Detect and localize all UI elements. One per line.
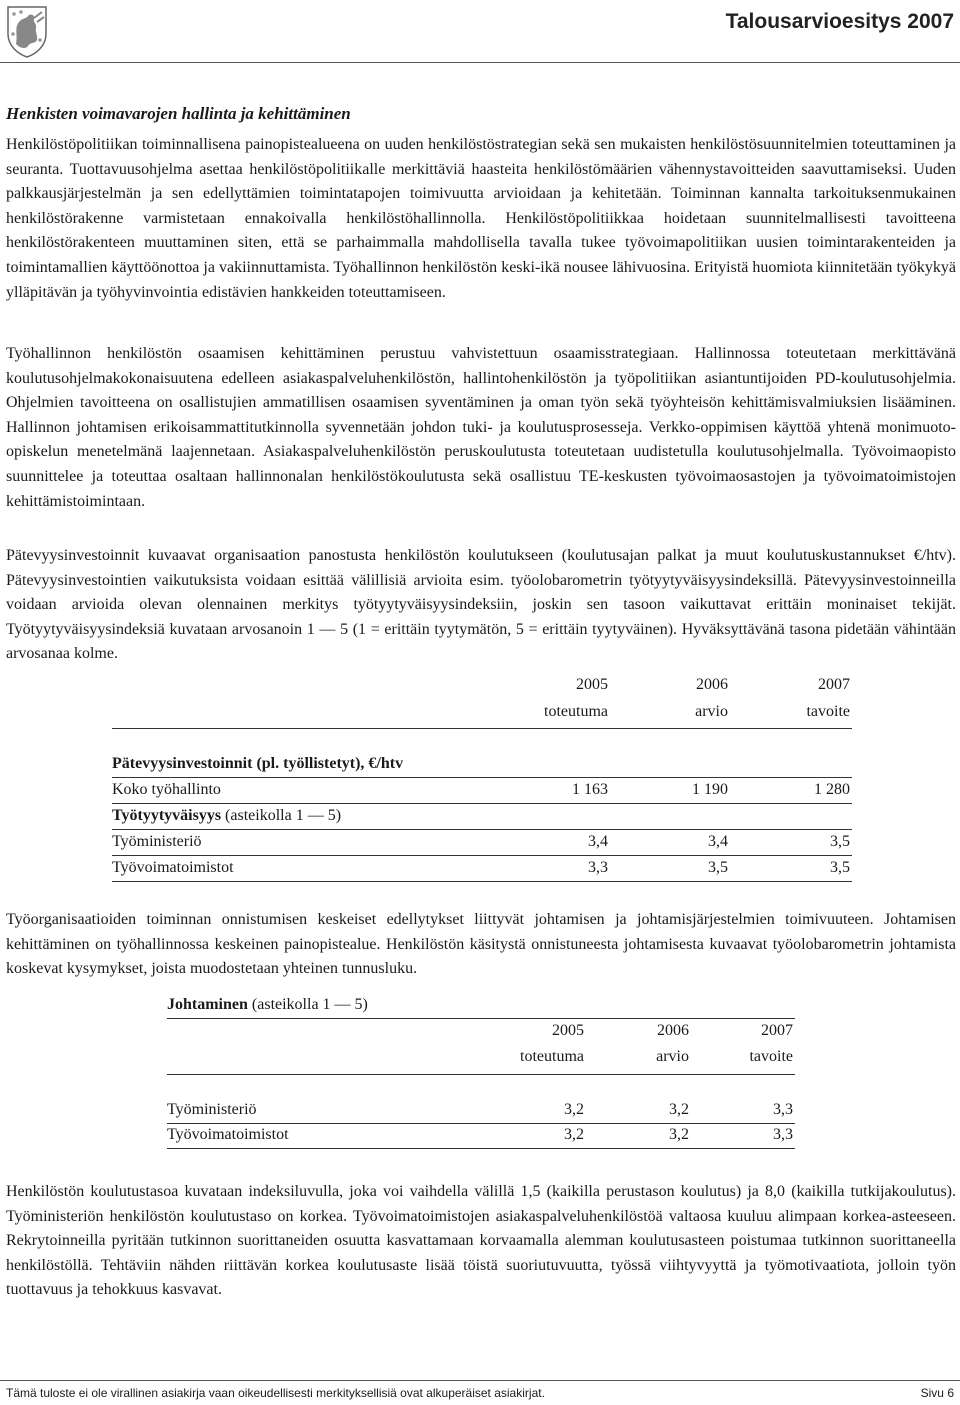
value-cell: 1 190 [692, 781, 728, 798]
value-cell: 3,3 [588, 859, 608, 876]
table-rule [112, 855, 852, 856]
table-title-bold: Johtaminen [167, 996, 248, 1013]
row-label: Työvoimatoimistot [167, 1126, 289, 1143]
group-title-job-satisfaction [112, 807, 341, 825]
value-cell: 1 163 [572, 781, 608, 798]
page-number: Sivu 6 [920, 1386, 954, 1400]
paragraph-competence-development: Työhallinnon henkilöstön osaamisen kehittäminen perustuu vahvistettuun osaamisstrategiaan. Hallinnossa toteutetaan merkittävänä koulutusohjelmakokonaisuutena edelleen asiakaspalveluhenkilöstön, hallintohenkilöstön ja työpolitiikan asiantuntijoiden PD-koulutusohjelmia. Ohjelmien tavoitteena on osallistujien ammatillisen osaamisen syventäminen ja oman työn sekä työyhteisön kehittämisvalmiuksien lisääminen. Hallinnon johtamisen erikoisammattitutkinnolla syvennetään johdon tuki- ja koulutusprosesseja. Verkko-oppimisen käyttöä yhtenä monimuoto-opiskelun menetelmänä laajennetaan. Asiakaspalveluhenkilöstön peruskoulutusta toteutetaan uudistetulla koulutusohjelmalla. Työvoimaopisto suunnittelee ja toteuttaa osaltaan hallinnonalan henkilöstökoulutusta sekä osallistuu TE-keskusten työvoimaosastojen ja työvoimatoimistojen kehittämistoimintaan. [6, 345, 956, 510]
table-rule [167, 1123, 795, 1124]
value-cell: 3,5 [708, 859, 728, 876]
section-heading: Henkisten voimavarojen hallinta ja kehittäminen [6, 104, 351, 123]
table-rule [167, 1018, 795, 1019]
year-cell: 2007 [818, 676, 850, 693]
paragraph-education-level: Henkilöstön koulutustasoa kuvataan indeksiluvulla, joka voi vaihdella välillä 1,5 (kaikilla perustason koulutus) ja 8,0 (kaikilla tutkijakoulutus). Työministeriön henkilöstön koulutustaso on korkea. Työvoimatoimistojen asiakaspalveluhenkilöstöä valtaosa kuuluu alimpaan korkea-asteeseen. Rekrytoinneilla pyritään tutkinnon suorittaneiden osuutta kasvattamaan korvaamalla alemman koulutusasteen poistumaa tutkinnon suorittaneella henkilöstöllä. Tehtäviin nähden riittävän korkea koulutusaste lisää töistä suoriutuvuutta, työssä viihtyvyyttä ja työmotivaatiota, jolloin työn tuottavuus ja tehokkuus kasvavat. [6, 1183, 956, 1299]
table-title-text [167, 996, 368, 1014]
value-cell: 3,3 [773, 1126, 793, 1143]
kind-cell: arvio [695, 703, 728, 720]
paragraph-hr-policy: Henkilöstöpolitiikan toiminnallisena painopistealueena on uuden henkilöstöstrategian sekä sen mukaisten henkilöstösuunnitelmien toteuttaminen ja seuranta. Tuottavuusohjelma asettaa henkilöstöpolitiikalle merkittäviä haasteita henkilöstömäärien vähennystavoitteiden saavuttamiseksi. Uuden palkkausjärjestelmän ja sen edellyttämien toimintatapojen toimivuutta arvioidaan ja kehitetään. Toiminnan kannalta tarkoituksenmukainen henkilöstörakenne varmistetaan ennakoivalla henkilöstöhallinnolla. Henkilöstöpolitiikkaa hoidetaan suunnitelmallisesti tavoitteena henkilöstörakenteen muuttaminen siten, että se parhaimmalla mahdollisella tavalla tukee työvoimapolitiikan uusien toimintarakenteiden ja toimintamallien käyttöönottoa ja vakiinnuttamista. Työhallinnon henkilöstön keski-ikä nousee lähivuosina. Erityistä huomiota kiinnitetään työkykyä ylläpitävän ja työhyvinvointia edistävien hankkeiden toteuttamiseen. [6, 136, 956, 301]
paragraph-competence-investments: Pätevyysinvestoinnit kuvaavat organisaation panostusta henkilöstön koulutukseen (koulutusajan palkat ja muut koulutuskustannukset €/htv). Pätevyysinvestointien vaikutuksista voidaan esittää välillisiä arvioita esim. työolobarometrin työtyytyväisyysindeksillä. Pätevyysinvestoinneilla voidaan arvioida olevan olennainen merkitys työtyytyväisyysindeksiin, joskin sen tasoon vaikuttavat erittäin moninaiset tekijät. Työtyytyväisyysindeksiä kuvataan arvosanoin 1 — 5 (1 = erittäin tyytymätön, 5 = erittäin tyytyväinen). Hyväksyttävänä tasona pidetään vähintään arvosanaa kolme. [6, 547, 956, 663]
table-header-years [167, 1022, 795, 1044]
year-cell: 2007 [761, 1022, 793, 1039]
value-cell: 3,5 [830, 833, 850, 850]
table-rule [167, 1074, 795, 1075]
value-cell: 3,2 [669, 1101, 689, 1118]
table-rule [112, 777, 852, 778]
table-group-title [112, 807, 852, 829]
year-cell: 2005 [576, 676, 608, 693]
table-header-kinds [167, 1048, 795, 1070]
year-cell: 2005 [552, 1022, 584, 1039]
footer-disclaimer: Tämä tuloste ei ole virallinen asiakirja vaan oikeudellisesti merkityksellisiä ovat alkuperäiset asiakirjat. [6, 1386, 545, 1400]
table-rule [112, 728, 852, 729]
table-row [112, 781, 852, 803]
table-leadership [167, 996, 795, 1151]
group-title-bold: Työtyytyväisyys [112, 807, 222, 824]
row-label: Työministeriö [167, 1101, 257, 1118]
table-row [112, 859, 852, 881]
table-rule [112, 881, 852, 882]
finnish-coat-of-arms-lion-icon [4, 4, 50, 58]
table-rule [112, 829, 852, 830]
table-header-years [112, 676, 852, 698]
table-rule [112, 803, 852, 804]
header-divider [0, 62, 960, 63]
table-rule [167, 1148, 795, 1149]
footer-divider [0, 1380, 960, 1381]
table-competence-satisfaction [112, 676, 852, 886]
kind-cell: toteutuma [520, 1048, 584, 1065]
value-cell: 1 280 [814, 781, 850, 798]
value-cell: 3,2 [564, 1101, 584, 1118]
kind-cell: tavoite [806, 703, 850, 720]
group-title-competence-investments: Pätevyysinvestoinnit (pl. työllistetyt), €/htv [112, 755, 404, 772]
kind-cell: tavoite [749, 1048, 793, 1065]
table-row [167, 1126, 795, 1148]
table-title [167, 996, 795, 1018]
kind-cell: toteutuma [544, 703, 608, 720]
paragraph-leadership: Työorganisaatioiden toiminnan onnistumisen keskeiset edellytykset liittyvät johtamisen ja johtamisjärjestelmien toimivuuteen. Johtamisen kehittäminen on työhallinnossa keskeinen painopistealue. Henkilöstön käsitystä onnistuneesta johtamisesta kuvaavat työolobarometrin johtamista koskevat kysymykset, joista muodostetaan yhteinen tunnusluku. [6, 911, 956, 978]
row-label: Koko työhallinto [112, 781, 221, 798]
value-cell: 3,5 [830, 859, 850, 876]
value-cell: 3,4 [588, 833, 608, 850]
value-cell: 3,4 [708, 833, 728, 850]
table-group-title [112, 755, 852, 777]
value-cell: 3,2 [564, 1126, 584, 1143]
table-row [112, 833, 852, 855]
row-label: Työvoimatoimistot [112, 859, 234, 876]
row-label: Työministeriö [112, 833, 202, 850]
kind-cell: arvio [656, 1048, 689, 1065]
table-row [167, 1101, 795, 1123]
group-title-scale: (asteikolla 1 — 5) [221, 807, 342, 824]
table-title-scale: (asteikolla 1 — 5) [247, 996, 368, 1013]
year-cell: 2006 [657, 1022, 689, 1039]
table-header-kinds [112, 703, 852, 725]
year-cell: 2006 [696, 676, 728, 693]
document-header-title: Talousarvioesitys 2007 [725, 10, 954, 33]
value-cell: 3,2 [669, 1126, 689, 1143]
value-cell: 3,3 [773, 1101, 793, 1118]
